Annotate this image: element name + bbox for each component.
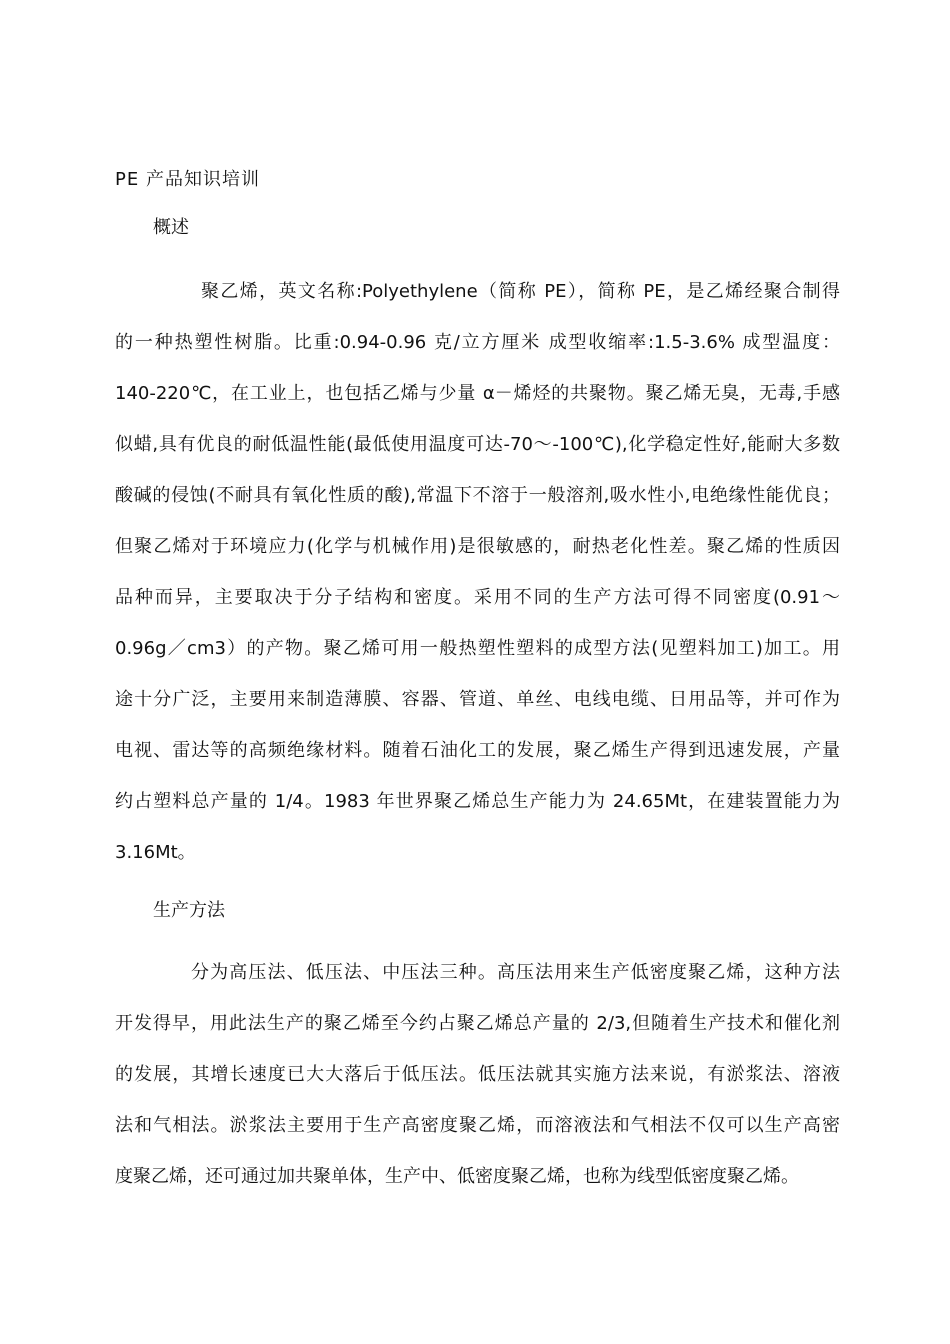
paragraph-line: 分为高压法、低压法、中压法三种。高压法用来生产低密度聚乙烯，这种方法 [191, 962, 840, 983]
paragraph-line: 法和气相法。淤浆法主要用于生产高密度聚乙烯，而溶液法和气相法不仅可以生产高密 [115, 1115, 840, 1136]
paragraph-line: 但聚乙烯对于环境应力(化学与机械作用)是很敏感的，耐热老化性差。聚乙烯的性质因 [115, 536, 840, 557]
paragraph-line: 0.96g／cm3）的产物。聚乙烯可用一般热塑性塑料的成型方法(见塑料加工)加工。用 [115, 638, 840, 659]
paragraph-line: 电视、雷达等的高频绝缘材料。随着石油化工的发展，聚乙烯生产得到迅速发展，产量 [115, 740, 840, 761]
paragraph-line: 度聚乙烯，还可通过加共聚单体，生产中、低密度聚乙烯，也称为线型低密度聚乙烯。 [115, 1166, 799, 1187]
paragraph-line: 约占塑料总产量的 1/4。1983 年世界聚乙烯总生产能力为 24.65Mt，在建装置能力为 [115, 791, 840, 812]
paragraph-production-methods [115, 947, 840, 1202]
paragraph-line: 开发得早，用此法生产的聚乙烯至今约占聚乙烯总产量的 2/3,但随着生产技术和催化剂 [115, 1013, 840, 1034]
paragraph-overview [115, 266, 840, 878]
paragraph-line: 聚乙烯，英文名称:Polyethylene（简称 PE），简称 PE，是乙烯经聚合制得 [201, 281, 840, 302]
paragraph-line: 的一种热塑性树脂。比重:0.94-0.96 克/立方厘米 成型收缩率:1.5-3.6% 成型温度： [115, 332, 840, 353]
paragraph-line: 140-220℃，在工业上，也包括乙烯与少量 α－烯烃的共聚物。聚乙烯无臭，无毒,手感 [115, 383, 840, 404]
paragraph-line: 途十分广泛，主要用来制造薄膜、容器、管道、单丝、电线电缆、日用品等，并可作为 [115, 689, 840, 710]
paragraph-line: 的发展，其增长速度已大大落后于低压法。低压法就其实施方法来说，有淤浆法、溶液 [115, 1064, 840, 1085]
section-heading-production-methods: 生产方法 [153, 900, 225, 921]
section-heading-overview: 概述 [153, 217, 189, 238]
paragraph-line: 3.16Mt。 [115, 842, 196, 863]
paragraph-line: 酸碱的侵蚀(不耐具有氧化性质的酸),常温下不溶于一般溶剂,吸水性小,电绝缘性能优良； [115, 485, 840, 506]
document-title: PE 产品知识培训 [115, 169, 260, 190]
paragraph-line: 品种而异，主要取决于分子结构和密度。采用不同的生产方法可得不同密度(0.91～ [115, 587, 840, 608]
paragraph-line: 似蜡,具有优良的耐低温性能(最低使用温度可达-70～-100℃),化学稳定性好,能耐大多数 [115, 434, 840, 455]
